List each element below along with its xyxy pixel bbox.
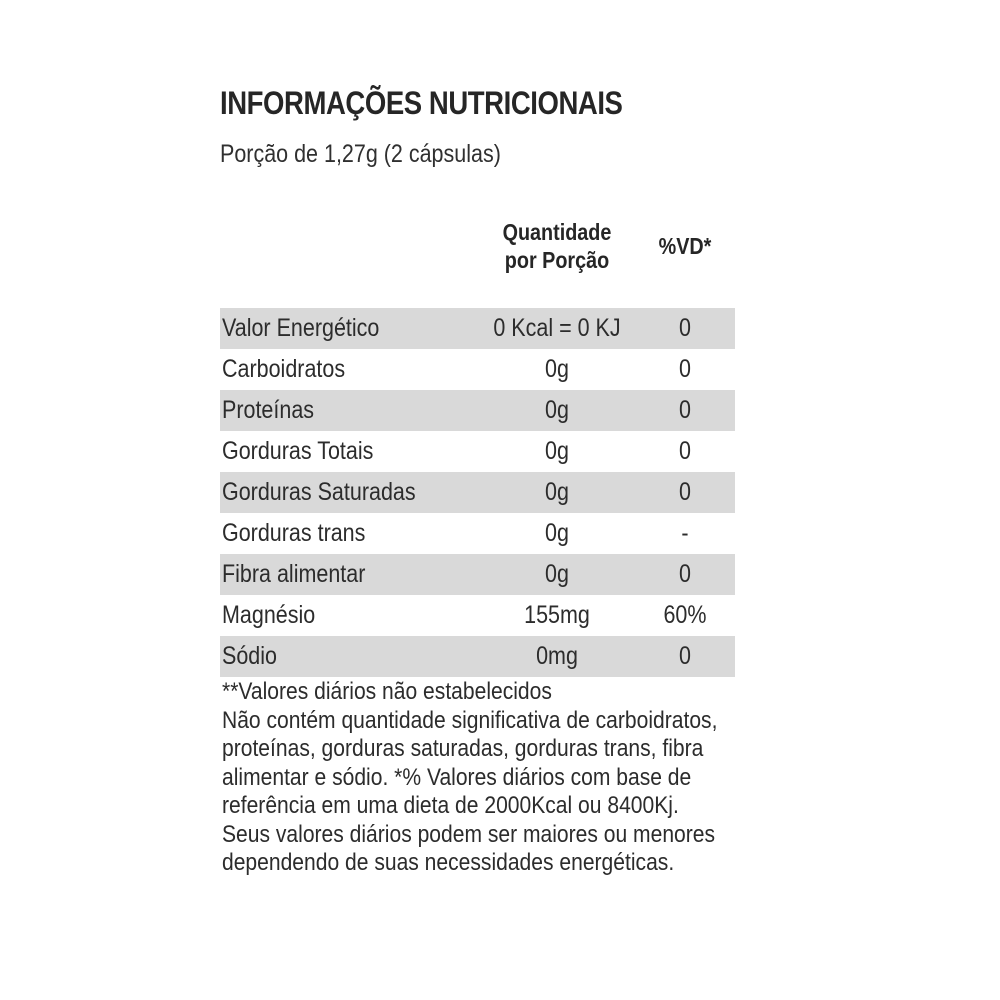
nutrient-quantity: 0g bbox=[545, 478, 569, 506]
table-row bbox=[220, 349, 735, 390]
daily-value-header: %VD* bbox=[658, 233, 712, 259]
nutrient-name: Carboidratos bbox=[222, 355, 346, 383]
table-row bbox=[220, 308, 735, 349]
nutrient-daily-value: 60% bbox=[663, 601, 707, 629]
nutrient-daily-value: 0 bbox=[679, 314, 691, 342]
label-title: INFORMAÇÕES NUTRICIONAIS bbox=[220, 85, 623, 121]
table-header bbox=[220, 218, 735, 308]
nutrient-daily-value: - bbox=[681, 519, 689, 547]
footnote-line: alimentar e sódio. *% Valores diários com base de bbox=[222, 763, 692, 791]
nutrient-name: Proteínas bbox=[222, 396, 315, 424]
nutrient-name: Fibra alimentar bbox=[222, 560, 366, 588]
nutrient-name: Valor Energético bbox=[222, 314, 380, 342]
nutrient-name: Magnésio bbox=[222, 601, 316, 629]
nutrient-name: Sódio bbox=[222, 642, 277, 670]
serving-size: Porção de 1,27g (2 cápsulas) bbox=[220, 140, 501, 168]
table-row bbox=[220, 390, 735, 431]
nutrient-quantity: 0g bbox=[545, 396, 569, 424]
nutrient-daily-value: 0 bbox=[679, 396, 691, 424]
nutrient-quantity: 0g bbox=[545, 355, 569, 383]
footnotes bbox=[222, 678, 782, 878]
nutrient-name: Gorduras Totais bbox=[222, 437, 374, 465]
nutrient-name: Gorduras Saturadas bbox=[222, 478, 416, 506]
quantity-header bbox=[493, 218, 622, 274]
table-row bbox=[220, 554, 735, 595]
nutrient-daily-value: 0 bbox=[679, 437, 691, 465]
quantity-header-line2: por Porção bbox=[504, 247, 610, 273]
table-row bbox=[220, 472, 735, 513]
table-body bbox=[220, 308, 735, 677]
nutrient-quantity: 0g bbox=[545, 437, 569, 465]
footnote-line: Não contém quantidade significativa de carboidratos, bbox=[222, 706, 718, 734]
table-row bbox=[220, 636, 735, 677]
nutrient-quantity: 155mg bbox=[524, 601, 590, 629]
nutrient-quantity: 0g bbox=[545, 560, 569, 588]
table-row bbox=[220, 513, 735, 554]
nutrient-daily-value: 0 bbox=[679, 642, 691, 670]
nutrient-daily-value: 0 bbox=[679, 560, 691, 588]
footnote-line: Seus valores diários podem ser maiores ou menores bbox=[222, 820, 716, 848]
nutrition-label bbox=[220, 80, 740, 876]
nutrition-table bbox=[220, 218, 735, 677]
footnote-line: referência em uma dieta de 2000Kcal ou 8400Kj. bbox=[222, 792, 679, 819]
footnote-line: dependendo de suas necessidades energéticas. bbox=[222, 849, 675, 876]
footnote-line: **Valores diários não estabelecidos bbox=[222, 678, 552, 705]
nutrient-quantity: 0g bbox=[545, 519, 569, 547]
nutrient-quantity: 0 Kcal = 0 KJ bbox=[493, 314, 621, 342]
quantity-header-line1: Quantidade bbox=[502, 219, 612, 245]
table-row bbox=[220, 431, 735, 472]
nutrient-daily-value: 0 bbox=[679, 355, 691, 383]
nutrient-quantity: 0mg bbox=[536, 642, 578, 670]
table-row bbox=[220, 595, 735, 636]
nutrient-name: Gorduras trans bbox=[222, 519, 366, 547]
footnote-line: proteínas, gorduras saturadas, gorduras trans, fibra bbox=[222, 735, 704, 762]
nutrient-daily-value: 0 bbox=[679, 478, 691, 506]
